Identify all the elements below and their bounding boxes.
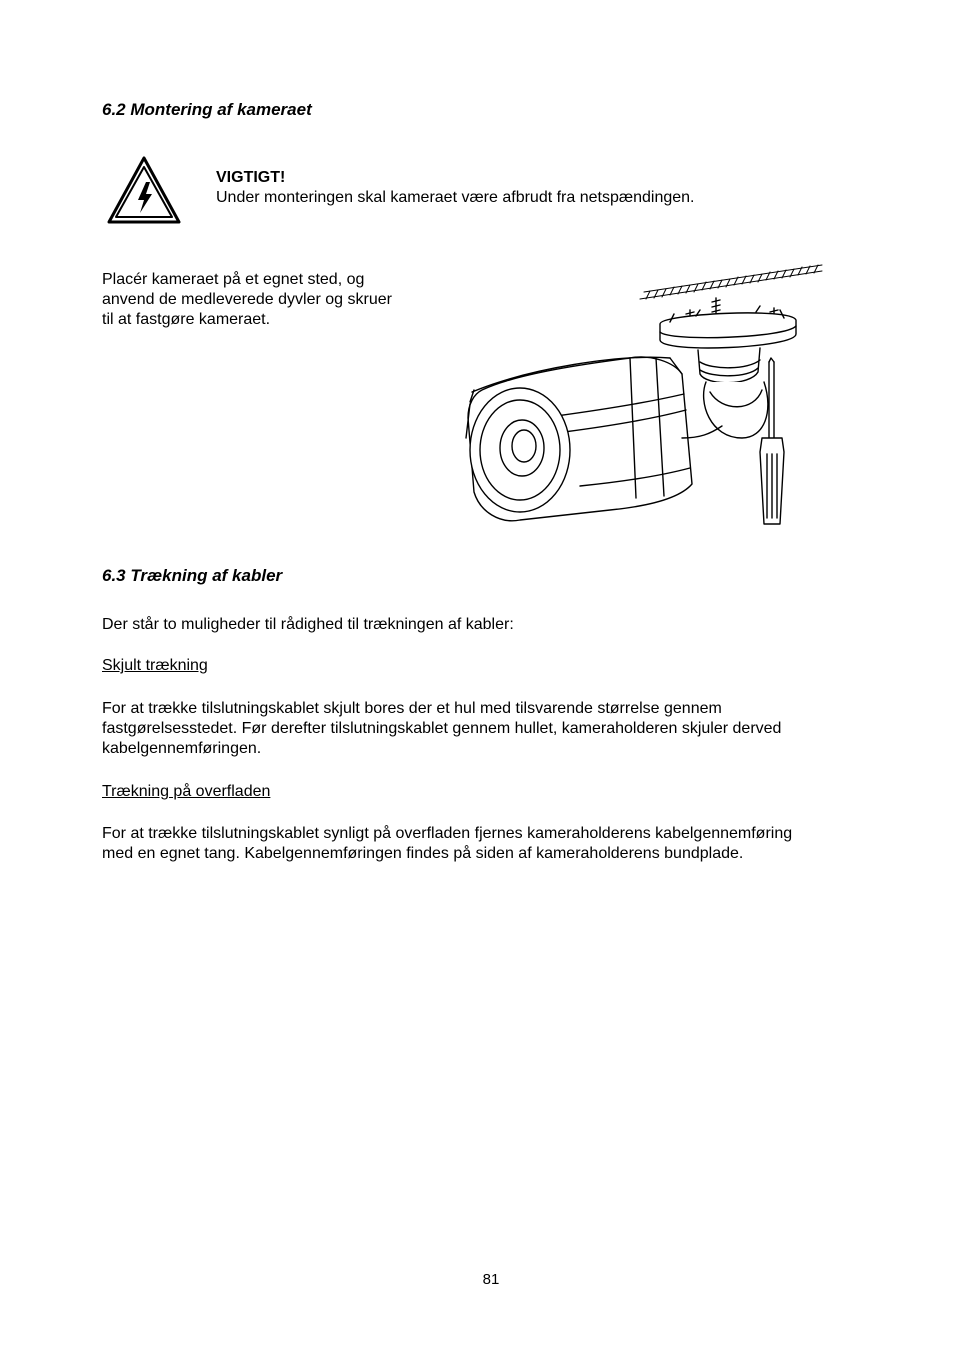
high-voltage-warning-icon [106, 155, 182, 225]
warning-title: VIGTIGT! [216, 169, 286, 186]
page-number: 81 [482, 1271, 500, 1288]
surface-routing-text [102, 824, 892, 864]
mounting-line: anvend de medleverede dyvler og skruer [102, 291, 392, 308]
mounting-line: Placér kameraet på et egnet sted, og [102, 271, 365, 288]
camera-mounting-illustration [460, 262, 828, 532]
mounting-instructions [102, 270, 432, 330]
text-line: fastgørelsesstedet. Før derefter tilslutningskablet gennem hullet, kameraholderen skjuler derved [102, 720, 782, 737]
text-line: med en egnet tang. Kabelgennemføringen findes på siden af kameraholderens bundplade. [102, 845, 744, 862]
warning-text: Under monteringen skal kameraet være afbrudt fra netspændingen. [216, 189, 695, 206]
hidden-routing-title: Skjult trækning [102, 657, 208, 674]
surface-routing-title: Trækning på overfladen [102, 783, 271, 800]
text-line: For at trække tilslutningskablet skjult bores der et hul med tilsvarende størrelse gennem [102, 700, 722, 717]
text-line: For at trække tilslutningskablet synligt på overfladen fjernes kameraholderens kabelgennemføring [102, 825, 793, 842]
section-6-2-heading: 6.2 Montering af kameraet [102, 100, 312, 119]
ceiling-hatch [640, 265, 822, 299]
section-6-3-heading: 6.3 Trækning af kabler [102, 566, 283, 585]
mounting-line: til at fastgøre kameraet. [102, 311, 271, 328]
hidden-routing-text [102, 699, 882, 759]
text-line: kabelgennemføringen. [102, 740, 262, 757]
cable-options-intro: Der står to muligheder til rådighed til trækningen af kabler: [102, 616, 514, 633]
